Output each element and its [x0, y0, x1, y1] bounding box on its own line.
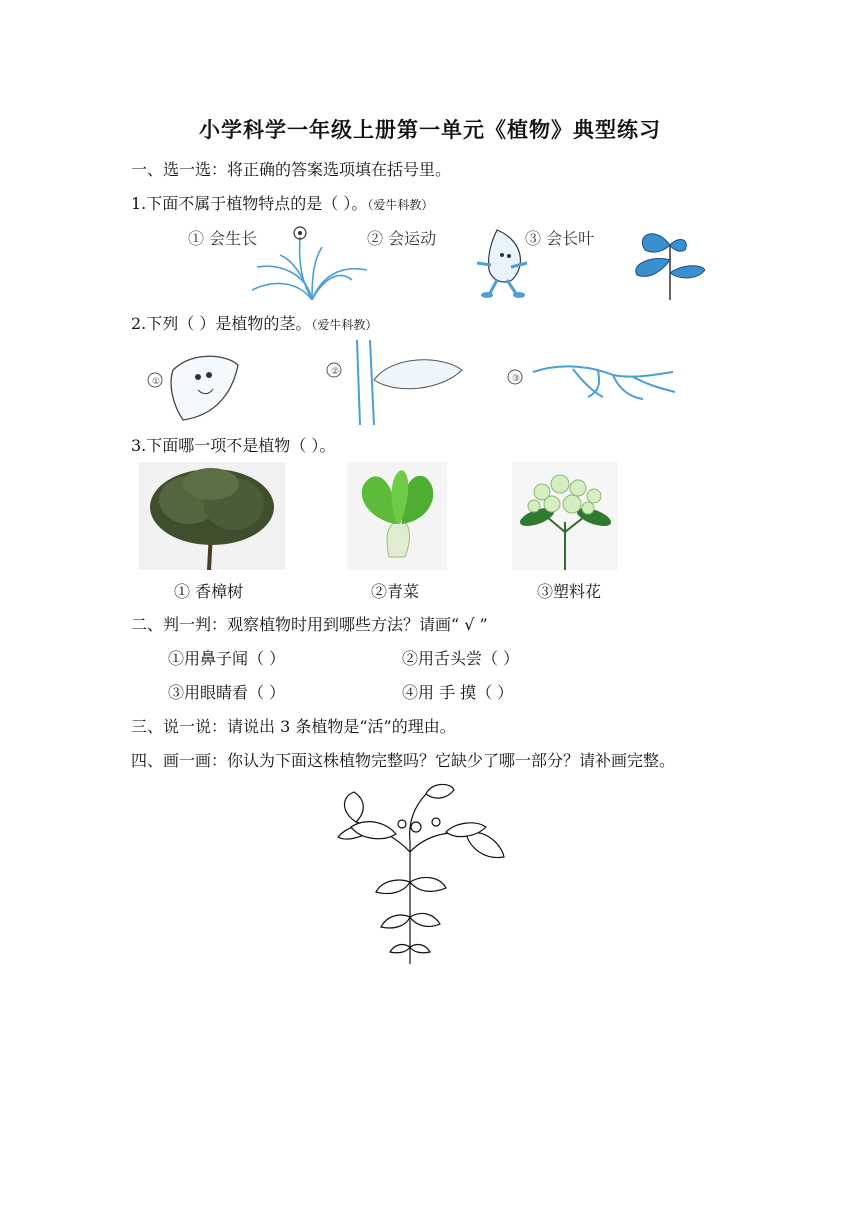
method-item-smell: ①用鼻子闻（ ）	[168, 649, 286, 668]
grass-flower-image	[252, 225, 372, 300]
moving-leaf-character-image	[467, 225, 542, 300]
leafy-plant-image	[625, 225, 710, 300]
section2-heading: 二、判一判：观察植物时用到哪些方法？请画“ √ ”	[131, 615, 488, 634]
method-item-touch: ④用 手 摸（ ）	[402, 683, 514, 702]
root-option-image	[503, 347, 678, 402]
svg-text:③: ③	[512, 374, 521, 384]
stem-option-image	[322, 340, 467, 425]
q1-option-1: ① 会生长	[188, 229, 258, 248]
leaf-option-image	[143, 345, 243, 423]
method-item-taste: ②用舌头尝（ ）	[402, 649, 520, 668]
q2-text: 2.下列（ ）是植物的茎。（爱牛科教）	[131, 314, 378, 333]
plant-without-roots-image	[336, 782, 506, 964]
q1-option-2: ② 会运动	[367, 229, 437, 248]
plastic-flower-image	[512, 462, 618, 570]
q3-caption-2: ②青菜	[371, 582, 420, 601]
q1-option-3: ③ 会长叶	[525, 229, 595, 248]
section3-heading: 三、说一说：请说出 3 条植物是“活”的理由。	[131, 717, 456, 736]
svg-text:①: ①	[152, 377, 161, 387]
q1-text: 1.下面不属于植物特点的是（ ）。（爱牛科教）	[131, 194, 434, 213]
page-title: 小学科学一年级上册第一单元《植物》典型练习	[199, 117, 661, 142]
bok-choy-image	[347, 462, 447, 570]
q3-caption-1: ① 香樟树	[174, 582, 244, 601]
method-item-look: ③用眼睛看（ ）	[168, 683, 286, 702]
camphor-tree-image	[139, 462, 285, 570]
q3-text: 3.下面哪一项不是植物（ ）。	[131, 436, 336, 455]
section1-heading: 一、选一选：将正确的答案选项填在括号里。	[131, 160, 452, 179]
section4-heading: 四、画一画：你认为下面这株植物完整吗？它缺少了哪一部分？请补画完整。	[131, 751, 676, 770]
svg-text:②: ②	[331, 367, 340, 377]
q3-caption-3: ③塑料花	[537, 582, 602, 601]
